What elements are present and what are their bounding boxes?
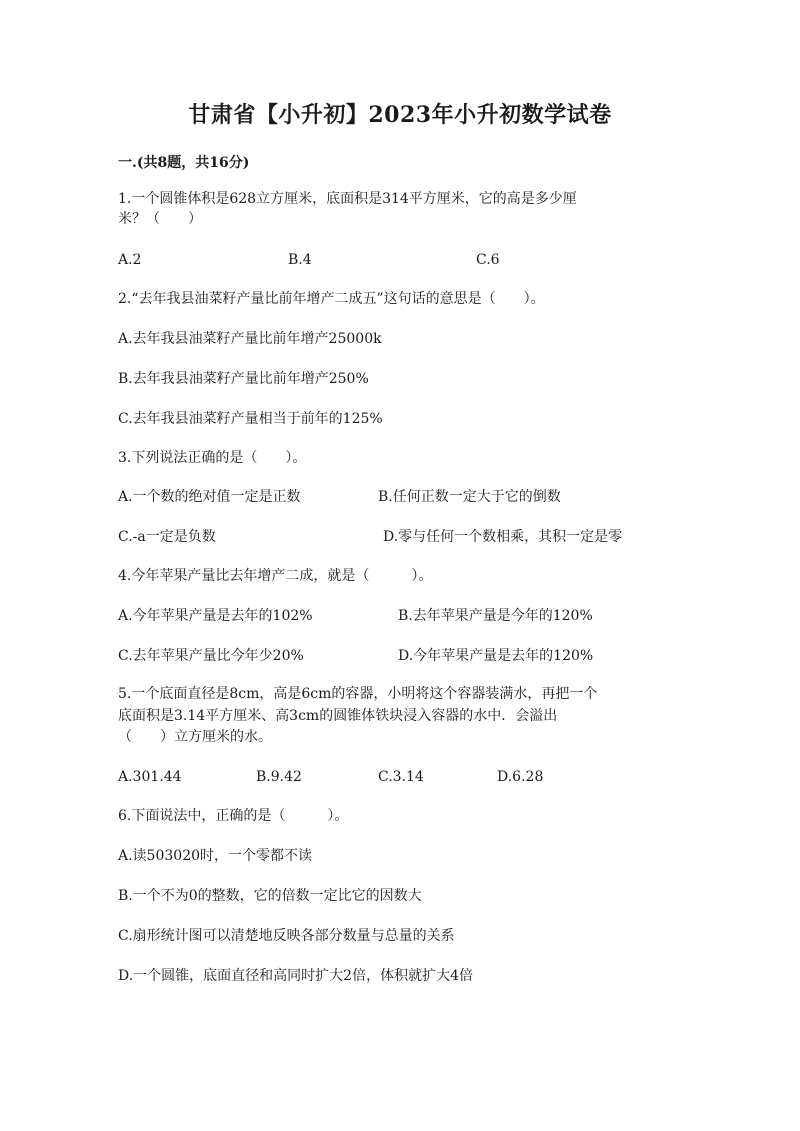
question-6-option-b: B.一个不为0的整数，它的倍数一定比它的因数大 [118, 888, 422, 904]
question-6-option-c: C.扇形统计图可以清楚地反映各部分数量与总量的关系 [118, 928, 455, 944]
question-2-stem: 2.“去年我县油菜籽产量比前年增产二成五”这句话的意思是（ ）。 [118, 291, 545, 307]
question-6-option-d: D.一个圆锥，底面直径和高同时扩大2倍，体积就扩大4倍 [118, 968, 473, 984]
question-3-option-d: D.零与任何一个数相乘，其积一定是零 [383, 529, 623, 545]
question-1-stem-line-1: 1.一个圆锥体积是628立方厘米，底面积是314平方厘米，它的高是多少厘 [118, 191, 577, 207]
question-1-option-a: A.2 [118, 252, 142, 268]
page-title: 甘肃省【小升初】2023年小升初数学试卷 [188, 102, 612, 128]
question-4-option-b: B.去年苹果产量是今年的120% [398, 608, 593, 624]
question-1-option-c: C.6 [476, 252, 500, 268]
question-5-option-c: C.3.14 [378, 769, 424, 785]
question-2-option-b: B.去年我县油菜籽产量比前年增产250% [118, 371, 369, 387]
question-1-option-b: B.4 [288, 252, 312, 268]
question-2-option-c: C.去年我县油菜籽产量相当于前年的125% [118, 411, 383, 427]
question-6-stem: 6.下面说法中，正确的是（ ）。 [118, 808, 349, 824]
question-4-stem: 4.今年苹果产量比去年增产二成，就是（ ）。 [118, 568, 433, 584]
question-3-stem: 3.下列说法正确的是（ ）。 [118, 450, 307, 466]
question-3-option-b: B.任何正数一定大于它的倒数 [378, 489, 561, 505]
question-4-option-a: A.今年苹果产量是去年的102% [118, 608, 313, 624]
question-5-stem-line-2: 底面积是3.14平方厘米、高3cm的圆锥体铁块浸入容器的水中．会溢出 [118, 708, 558, 724]
question-3-option-a: A.一个数的绝对值一定是正数 [118, 489, 301, 505]
section-heading: 一.(共8题，共16分) [118, 155, 250, 171]
question-5-stem-line-3: （ ）立方厘米的水。 [118, 729, 272, 745]
question-5-option-d: D.6.28 [497, 769, 544, 785]
question-1-stem-line-2: 米？（ ） [118, 211, 202, 227]
question-4-option-d: D.今年苹果产量是去年的120% [398, 648, 594, 664]
question-6-option-a: A.读503020时，一个零都不读 [118, 848, 313, 864]
question-5-option-b: B.9.42 [256, 769, 302, 785]
question-5-stem-line-1: 5.一个底面直径是8cm，高是6cm的容器，小明将这个容器装满水，再把一个 [118, 686, 598, 702]
question-3-option-c: C.-a一定是负数 [118, 529, 216, 545]
question-2-option-a: A.去年我县油菜籽产量比前年增产25000k [118, 331, 382, 347]
question-4-option-c: C.去年苹果产量比今年少20% [118, 648, 304, 664]
question-5-option-a: A.301.44 [118, 769, 182, 785]
